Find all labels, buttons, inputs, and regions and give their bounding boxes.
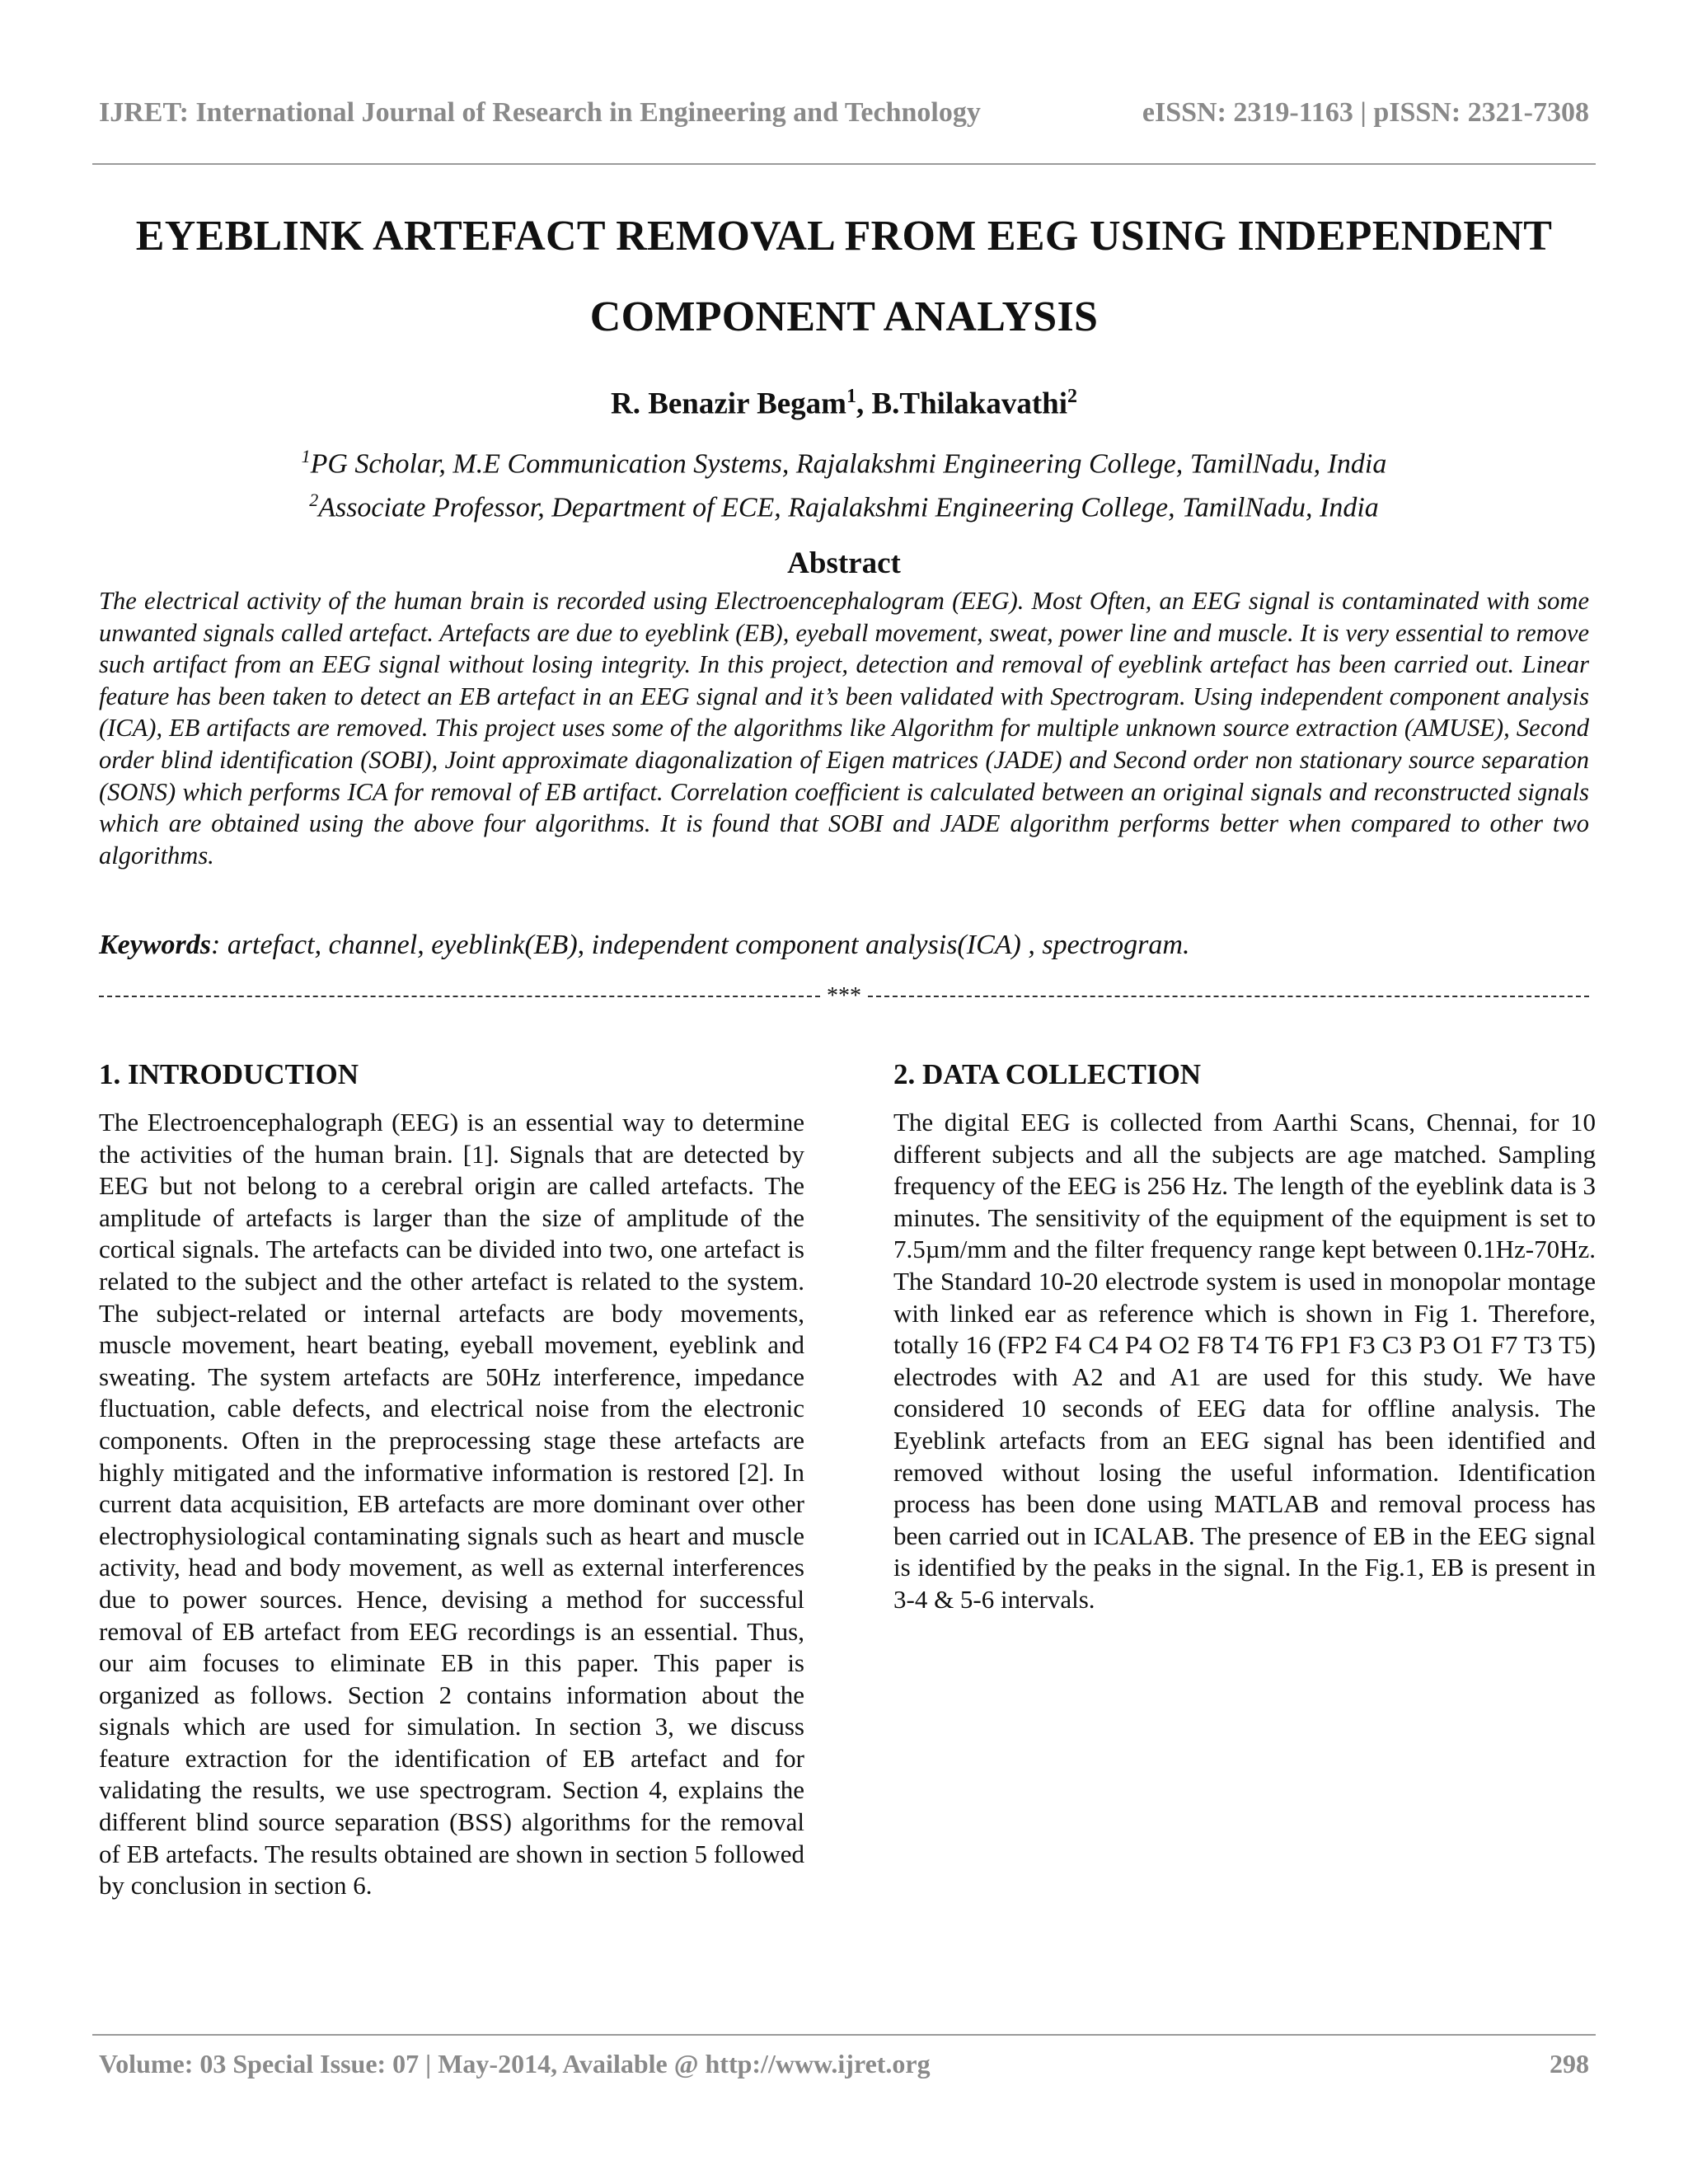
header-rule <box>92 163 1596 165</box>
separator-dash-left <box>99 996 820 997</box>
keywords-text: : artefact, channel, eyeblink(EB), independent component analysis(ICA) , spectrogram. <box>211 930 1190 960</box>
affiliation-1-mark: 1 <box>301 446 311 466</box>
page-number: 298 <box>1550 2049 1589 2079</box>
affiliations <box>82 438 1606 527</box>
author-1: R. Benazir Begam <box>610 387 846 421</box>
abstract-heading: Abstract <box>787 546 901 580</box>
issn-numbers: eISSN: 2319-1163 | pISSN: 2321-7308 <box>1142 97 1589 128</box>
keywords-label: Keywords <box>99 930 211 960</box>
author-1-affil-mark: 1 <box>846 386 856 407</box>
paper-title <box>82 196 1606 358</box>
section-heading-data-collection: 2. DATA COLLECTION <box>893 1058 1202 1090</box>
title-line-1: EYEBLINK ARTEFACT REMOVAL FROM EEG USING INDEPENDENT <box>135 213 1553 260</box>
author-separator: , <box>856 387 872 421</box>
author-list <box>82 386 1606 421</box>
author-2-affil-mark: 2 <box>1067 386 1078 407</box>
affiliation-2-text: Associate Professor, Department of ECE, Rajalakshmi Engineering College, TamilNadu, India <box>318 492 1379 523</box>
author-2: B.Thilakavathi <box>871 387 1068 421</box>
running-footer <box>99 2049 1589 2079</box>
affiliation-1-text: PG Scholar, M.E Communication Systems, Rajalakshmi Engineering College, TamilNadu, India <box>310 448 1387 480</box>
keywords-line <box>99 930 1589 961</box>
section-body-data-collection: The digital EEG is collected from Aarthi Scans, Chennai, for 10 different subjects and all the subjects are age matched. Sampling frequency of the EEG is 256 Hz. The length of the eyeblink data is 3 minutes. The sensitivity of the equipment of the equipment is set to 7.5µm/mm and the filter frequency range kept between 0.1Hz-70Hz. The Standard 10-20 electrode system is used in monopolar montage with linked ear as reference which is shown in Fig 1. Therefore, totally 16 (FP2 F4 C4 P4 O2 F8 T4 T6 FP1 F3 C3 P3 O1 F7 T3 T5) electrodes with A2 and A1 are used for this study. We have considered 10 seconds of EEG data for offline analysis. The Eyeblink artefacts from an EEG signal has been identified and removed without losing the useful information. Identification process has been done using MATLAB and removal process has been carried out in ICALAB. The presence of EB in the EEG signal is identified by the peaks in the signal. In the Fig.1, EB is present in 3-4 & 5-6 intervals. <box>893 1108 1596 1614</box>
affiliation-1 <box>82 438 1606 482</box>
abstract-body: The electrical activity of the human brain is recorded using Electroencephalogram (EEG). Most Often, an EEG signal is contaminated with some unwanted signals called artefact. Artefacts are due to eyeblink (EB), eyeball movement, sweat, power line and muscle. It is very essential to remove such artifact from an EEG signal without losing integrity. In this project, detection and removal of eyeblink artefact has been carried out. Linear feature has been taken to detect an EB artefact in an EEG signal and it’s been validated with Spectrogram. Using independent component analysis (ICA), EB artifacts are removed. This project uses some of the algorithms like Algorithm for multiple unknown source extraction (AMUSE), Second order blind identification (SOBI), Joint approximate diagonalization of Eigen matrices (JADE) and Second order non stationary source separation (SONS) which performs ICA for removal of EB artifact. Correlation coefficient is calculated between an original signals and reconstructed signals which are obtained using the above four algorithms. It is found that SOBI and JADE algorithm performs better when compared to other two algorithms. <box>99 587 1589 869</box>
separator-dash-right <box>868 996 1589 997</box>
affiliation-2 <box>82 482 1606 526</box>
footer-volume: Volume: 03 Special Issue: 07 | May-2014, Available @ http://www.ijret.org <box>99 2049 931 2079</box>
journal-name: IJRET: International Journal of Research in Engineering and Technology <box>99 97 981 128</box>
footer-rule <box>92 2034 1596 2036</box>
section-body-introduction: The Electroencephalograph (EEG) is an essential way to determine the activities of the human brain. [1]. Signals that are detected by EEG but not belong to a cerebral origin are called artefacts. The amplitude of artefacts is larger than the size of amplitude of the cortical signals. The artefacts can be divided into two, one artefact is related to the subject and the other artefact is related to the system. The subject-related or internal artefacts are body movements, muscle movement, heart beating, eyeball movement, eyeblink and sweating. The system artefacts are 50Hz interference, impedance fluctuation, cable defects, and electrical noise from the electronic components. Often in the preprocessing stage these artefacts are highly mitigated and the informative information is restored [2]. In current data acquisition, EB artefacts are more dominant over other electrophysiological contaminating signals such as heart and muscle activity, head and body movement, as well as external interferences due to power sources. Hence, devising a method for successful removal of EB artefact from EEG recordings is an essential. Thus, our aim focuses to eliminate EB in this paper. This paper is organized as follows. Section 2 contains information about the signals which are used for simulation. In section 3, we discuss feature extraction for the identification of EB artefact and for validating the results, we use spectrogram. Section 4, explains the different blind source separation (BSS) algorithms for the removal of EB artefacts. The results obtained are shown in section 5 followed by conclusion in section 6. <box>99 1108 804 1900</box>
affiliation-2-mark: 2 <box>309 490 319 511</box>
title-line-2: COMPONENT ANALYSIS <box>589 293 1099 340</box>
running-header <box>99 97 1589 129</box>
section-separator <box>99 984 1589 1009</box>
section-heading-introduction: 1. INTRODUCTION <box>99 1058 359 1090</box>
separator-stars: *** <box>827 983 861 1009</box>
